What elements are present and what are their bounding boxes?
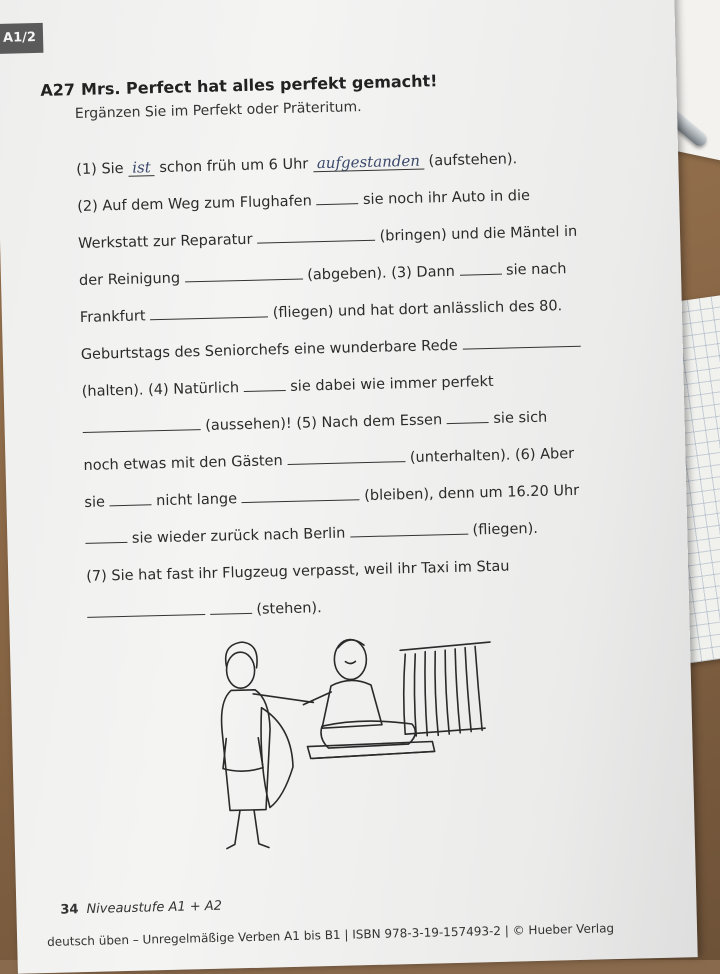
level-label: Niveaustufe A1 + A2 (86, 898, 223, 918)
line-text: (aufstehen). (428, 151, 518, 170)
line-text: (fliegen) und hat dort anlässlich des 80. (272, 298, 563, 322)
answer-blank[interactable] (243, 376, 285, 392)
line-text: (stehen). (256, 600, 322, 618)
exercise-text (76, 139, 628, 633)
line-text: Werkstatt zur Reparatur (77, 231, 253, 253)
book-credit: deutsch üben – Unregelmäßige Verben A1 bis B1 | ISBN 978-3-19-157493-2 | © Hueber Verlag (47, 921, 615, 949)
line-text: sie (84, 494, 106, 511)
illustration-dry-cleaner (200, 621, 526, 869)
answer-blank[interactable] (209, 599, 251, 615)
line-text: (7) Sie hat fast ihr Flugzeug verpasst, weil ihr Taxi im Stau (86, 558, 510, 585)
line-text: Geburtstags des Seniorchefs eine wunderbare Rede (80, 337, 458, 363)
woman-figure (220, 640, 317, 848)
answer-blank[interactable] (447, 408, 489, 424)
line-text: sie sich (493, 409, 548, 427)
answer-blank[interactable] (184, 265, 302, 283)
line-text: noch etwas mit den Gästen (83, 453, 283, 474)
clothes-rack (400, 642, 492, 736)
answer-blank[interactable] (87, 600, 205, 618)
exercise-number: A27 (40, 80, 76, 100)
line-text: (1) Sie (76, 160, 124, 179)
line-text: (bleiben), denn um 16.20 Uhr (364, 482, 580, 505)
answer-filled[interactable]: aufgestanden (313, 153, 424, 173)
answer-blank[interactable] (316, 189, 358, 205)
line-text: (halten). (4) Natürlich (81, 380, 240, 400)
page-number: 34 (60, 902, 79, 918)
line-text: (unterhalten). (6) Aber (409, 445, 575, 466)
line-text: der Reinigung (78, 270, 181, 290)
line-text: (aussehen)! (5) Nach dem Essen (205, 412, 443, 434)
answer-blank[interactable] (459, 260, 501, 276)
answer-blank[interactable] (109, 490, 151, 506)
exercise-heading (40, 71, 438, 100)
line-text: (fliegen). (472, 520, 539, 539)
answer-blank[interactable] (462, 332, 580, 350)
answer-blank[interactable] (82, 415, 200, 433)
answer-blank[interactable] (257, 226, 375, 244)
exercise-instruction: Ergänzen Sie im Perfekt oder Präteritum. (74, 99, 362, 123)
line-text: nicht lange (155, 491, 238, 510)
page-footer (60, 899, 222, 918)
line-text: sie noch ihr Auto in die (362, 187, 531, 209)
answer-blank[interactable] (150, 302, 268, 320)
level-tab: A1/2 (0, 23, 43, 54)
exercise-title: Mrs. Perfect hat alles perfekt gemacht! (80, 71, 438, 99)
answer-filled[interactable]: ist (128, 159, 155, 177)
line-text: (bringen) und die Mäntel in (379, 223, 578, 245)
line-text: sie nach (505, 261, 567, 279)
line-text: sie dabei wie immer perfekt (290, 373, 494, 395)
line-text: schon früh um 6 Uhr (159, 156, 309, 177)
answer-blank[interactable] (350, 520, 468, 538)
answer-blank[interactable] (85, 528, 127, 544)
answer-blank[interactable] (287, 447, 405, 465)
line-text: sie wieder zurück nach Berlin (131, 525, 346, 547)
line-text: Frankfurt (79, 308, 146, 326)
clerk-figure (302, 639, 382, 729)
line-text: (2) Auf dem Weg zum Flughafen (77, 193, 313, 216)
line-text: (abgeben). (3) Dann (307, 263, 456, 284)
answer-blank[interactable] (241, 485, 359, 503)
